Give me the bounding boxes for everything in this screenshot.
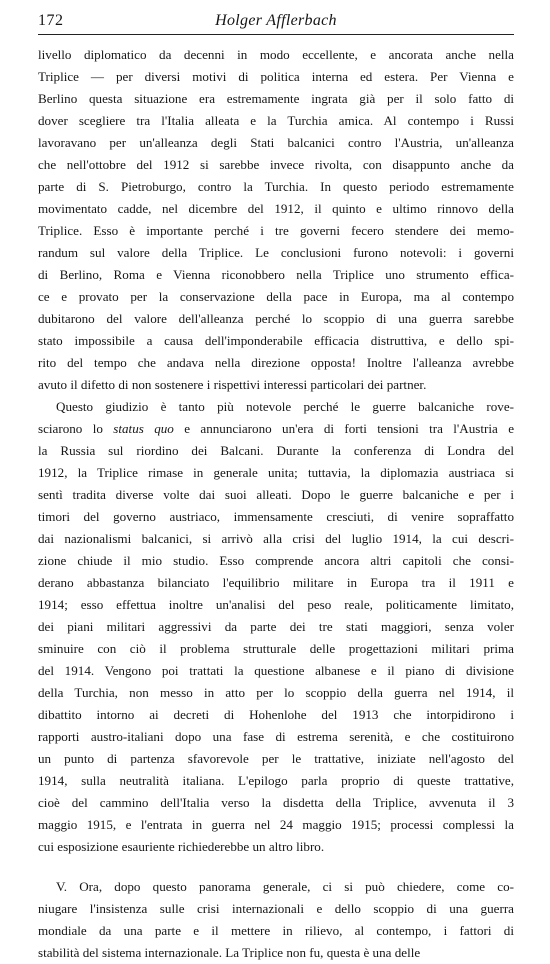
- paragraph: [38, 44, 514, 396]
- text-line: randum sul valore della Triplice. Le conclusioni furono notevoli: i governi: [38, 245, 514, 260]
- text-line: dubitarono del valore dell'alleanza perché lo scoppio di una guerra sarebbe: [38, 311, 514, 326]
- text-line: sentì tradita diverse volte dai suoi alleati. Dopo le guerre balcaniche e per i: [38, 487, 514, 502]
- text-line: stabilità del sistema internazionale. La Triplice non fu, questa è una delle: [38, 945, 421, 960]
- italic-term: status quo: [113, 421, 174, 436]
- text-line: di Berlino, Roma e Vienna riconobbero nella Triplice uno strumento effica-: [38, 267, 514, 282]
- text-line: cui esposizione esauriente richiederebbe un altro libro.: [38, 839, 325, 854]
- text-line: parte di S. Pietroburgo, contro la Turchia. In questo periodo estremamente: [38, 179, 514, 194]
- text-line: rito del tempo che andava nella direzione opposta! Inoltre l'alleanza avrebbe: [38, 355, 514, 370]
- text-line: livello diplomatico da decenni in modo eccellente, e ancorata anche nella: [38, 47, 514, 62]
- text-line: 1912, la Triplice rimase in generale unita; tuttavia, la diplomazia austriaca si: [38, 465, 514, 480]
- paragraph: [38, 396, 514, 858]
- running-head: Holger Afflerbach: [215, 12, 337, 29]
- text-line: V. Ora, dopo questo panorama generale, ci si può chiedere, come co-: [56, 879, 514, 894]
- page-header: [38, 10, 514, 35]
- text-line: che nell'ottobre del 1912 si sarebbe invece rivolta, con disappunto anche da: [38, 157, 514, 172]
- page-number: 172: [38, 12, 64, 29]
- text-line: cioè del cammino dell'Italia verso la disdetta della Triplice, avvenuta il 3: [38, 795, 514, 810]
- text-line: Triplice — per diversi motivi di politica interna ed estera. Per Vienna e: [38, 69, 514, 84]
- text-line: dover scegliere tra l'Italia alleata e la Turchia amica. Al contempo i Russi: [38, 113, 514, 128]
- text-line: Berlino questa situazione era estremamente ingrata già per il solo fatto di: [38, 91, 514, 106]
- text-line: avuto il difetto di non sostenere i rispettivi interessi particolari dei partner.: [38, 377, 427, 392]
- text-line: rapporti austro-italiani dopo una fase di estrema serenità, e che costituirono: [38, 729, 514, 744]
- text-line: sciarono lo status quo e annunciarono un'era di forti tensioni tra l'Austria e: [38, 421, 514, 436]
- text-line: ce e provato per la conservazione della pace in Europa, ma al contempo: [38, 289, 514, 304]
- text-line: Questo giudizio è tanto più notevole perché le guerre balcaniche rove-: [56, 399, 514, 414]
- text-line: la Russia sul riordino dei Balcani. Durante la conferenza di Londra del: [38, 443, 514, 458]
- text-line: maggio 1915, e l'entrata in guerra nel 24 maggio 1915; processi complessi la: [38, 817, 514, 832]
- paragraph: [38, 876, 514, 964]
- text-line: stato impossibile a causa dell'imponderabile efficacia distruttiva, e dello spi-: [38, 333, 514, 348]
- text-line: niugare l'insistenza sulle crisi internazionali e dello scoppio di una guerra: [38, 901, 514, 916]
- text-line: timori del governo austriaco, immensamente cresciuti, di venire sopraffatto: [38, 509, 514, 524]
- body-text: [38, 44, 514, 964]
- text-line: sminuire con ciò il problema strutturale delle progettazioni militari prima: [38, 641, 514, 656]
- text-line: del 1914. Vengono poi trattati la questione albanese e il piano di divisione: [38, 663, 514, 678]
- text-line: zione chiude il mio studio. Esso comprende ancora altri capitoli che consi-: [38, 553, 514, 568]
- text-line: della Turchia, non messo in atto per lo scoppio della guerra nel 1914, il: [38, 685, 514, 700]
- text-line: 1914; esso effettua inoltre un'analisi del peso reale, politicamente limitato,: [38, 597, 514, 612]
- text-line: dei piani militari aggressivi da parte dei tre stati maggiori, senza voler: [38, 619, 514, 634]
- text-line: lavoravano per un'alleanza degli Stati balcanici contro l'Austria, un'alleanza: [38, 135, 514, 150]
- text-line: mondiale da una parte e il mettere in rilievo, al contempo, i fattori di: [38, 923, 514, 938]
- text-line: 1914, sulla neutralità italiana. L'epilogo parla proprio di queste trattative,: [38, 773, 514, 788]
- text-line: Triplice. Esso è importante perché i tre governi fecero stendere dei memo-: [38, 223, 514, 238]
- paragraph-gap: [38, 858, 514, 876]
- text-line: derano abbastanza bilanciato l'equilibrio militare in Europa tra il 1911 e: [38, 575, 514, 590]
- text-line: un punto di partenza sfavorevole per le trattative, iniziate nell'agosto del: [38, 751, 514, 766]
- text-line: dibattito intorno ai decreti di Hohenlohe del 1913 che intorpidirono i: [38, 707, 514, 722]
- text-line: movimentato cadde, nel dicembre del 1912, il quinto e ultimo rinnovo della: [38, 201, 514, 216]
- text-line: dai nazionalismi balcanici, si arrivò alla crisi del luglio 1914, la cui descri-: [38, 531, 514, 546]
